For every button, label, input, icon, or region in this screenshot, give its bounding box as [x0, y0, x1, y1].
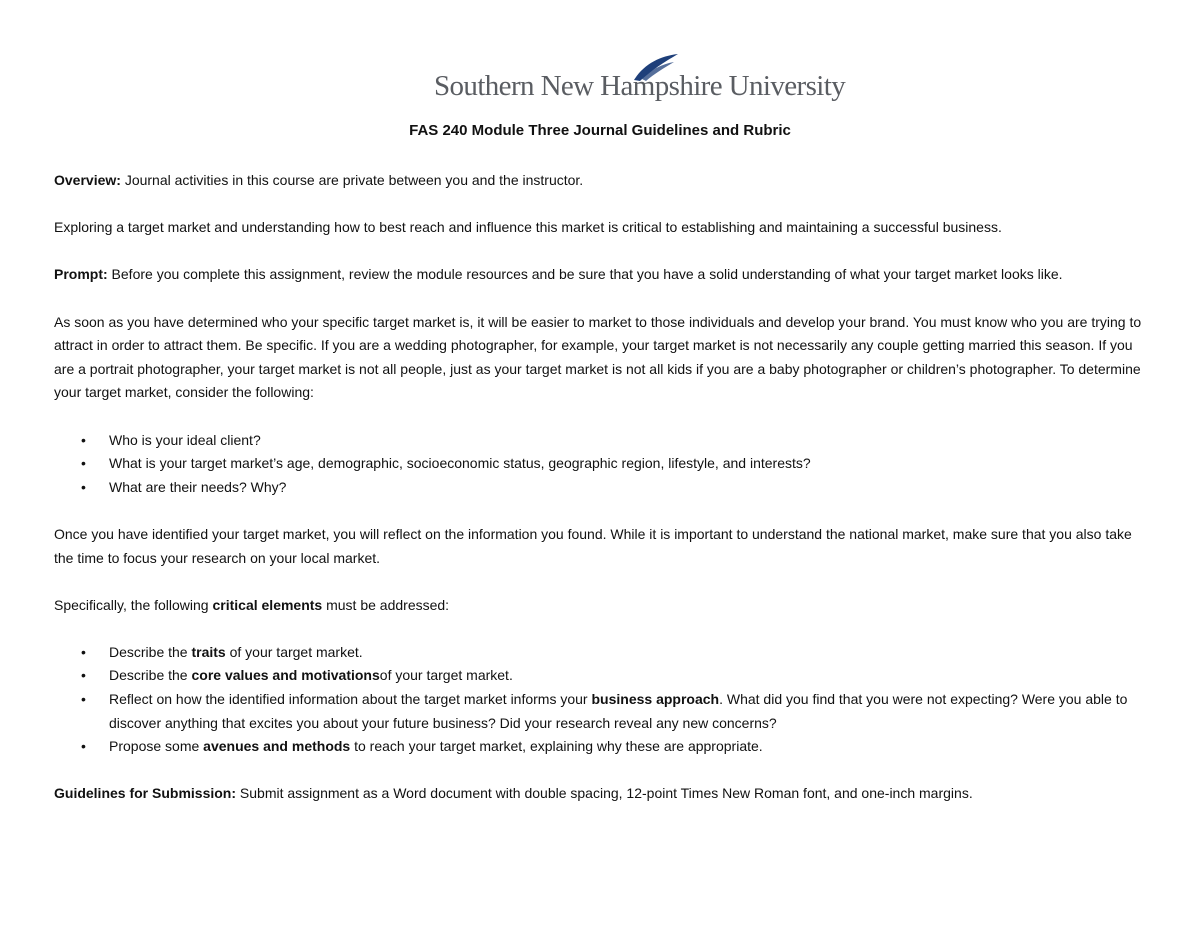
logo-wordmark: Southern New Hampshire University: [434, 70, 846, 102]
bullet-icon: •: [81, 455, 86, 472]
guidelines-label: Guidelines for Submission:: [54, 785, 237, 802]
overview-text: Journal activities in this course are private between you and the instructor.: [120, 172, 584, 188]
question-text: What is your target market’s age, demographic, socioeconomic status, geographic region, lifestyle, and interests?: [109, 455, 811, 472]
element-keyword: avenues and methods: [203, 738, 351, 755]
list-item: [54, 735, 1149, 759]
element-keyword: business approach: [591, 691, 720, 708]
prompt-label: Prompt:: [54, 266, 108, 283]
list-item: [54, 429, 1149, 453]
list-item: [54, 641, 1149, 665]
university-logo: [434, 52, 846, 104]
element-text: Describe the: [109, 667, 192, 684]
question-text: Who is your ideal client?: [109, 431, 261, 448]
question-text: What are their needs? Why?: [109, 478, 287, 495]
bullet-icon: •: [81, 478, 86, 495]
element-text: Propose some: [109, 738, 204, 755]
element-text: of your target market.: [225, 643, 363, 660]
guidelines-text: Submit assignment as a Word document with double spacing, 12-point Times New Roman font, and one-inch margins.: [236, 785, 973, 802]
reflect-paragraph: Once you have identified your target market, you will reflect on the information you found. While it is important to understand the national market, make sure that you also take the time to focus your research on your local market.: [54, 525, 1132, 566]
list-item: [54, 688, 1149, 735]
bullet-icon: •: [81, 431, 86, 448]
bullet-icon: •: [81, 643, 86, 660]
prompt-text: Before you complete this assignment, review the module resources and be sure that you have a solid understanding of what your target market looks like.: [107, 266, 1063, 283]
question-list: [54, 429, 1149, 500]
element-keyword: traits: [191, 643, 226, 660]
overview-paragraph: [54, 169, 1149, 193]
intro-paragraph: Exploring a target market and understanding how to best reach and influence this market is critical to establishing and maintaining a successful business.: [54, 219, 1002, 236]
document-body: [54, 169, 1149, 830]
list-item: [54, 452, 1149, 476]
critical-elements-label: critical elements: [212, 596, 323, 613]
critical-elements-list: [54, 641, 1149, 759]
element-text: of your target market.: [379, 667, 513, 684]
bullet-icon: •: [81, 691, 86, 708]
document-title: FAS 240 Module Three Journal Guidelines and Rubric: [409, 122, 791, 139]
critical-text-before: Specifically, the following: [54, 596, 213, 613]
element-keyword: core values and motivations: [191, 667, 380, 684]
critical-elements-intro: [54, 594, 1149, 618]
prompt-paragraph: [54, 263, 1149, 287]
bullet-icon: •: [81, 667, 86, 684]
guidelines-paragraph: [54, 782, 1149, 806]
element-text: to reach your target market, explaining why these are appropriate.: [350, 738, 763, 755]
element-text: . What did you find that you were not expecting? Were you able to discover anything that excites you about your future business? Did your research reveal any new concerns?: [109, 691, 1128, 731]
element-text: Describe the: [109, 643, 192, 660]
bullet-icon: •: [81, 738, 86, 755]
overview-label: Overview:: [54, 172, 121, 188]
list-item: [54, 476, 1149, 500]
element-text: Reflect on how the identified information about the target market informs your: [109, 691, 592, 708]
list-item: [54, 664, 1149, 688]
critical-text-after: must be addressed:: [322, 596, 450, 613]
target-market-paragraph: As soon as you have determined who your specific target market is, it will be easier to market to those individuals and develop your brand. You must know who you are trying to attract in order to attract them. Be specific. If you are a wedding photographer, for example, your target market is not necessarily any couple getting married this season. If you are a portrait photographer, your target market is not all people, just as your target market is not all kids if you are a baby photographer or children’s photographer. To determine your target market, consider the following:: [54, 313, 1142, 401]
